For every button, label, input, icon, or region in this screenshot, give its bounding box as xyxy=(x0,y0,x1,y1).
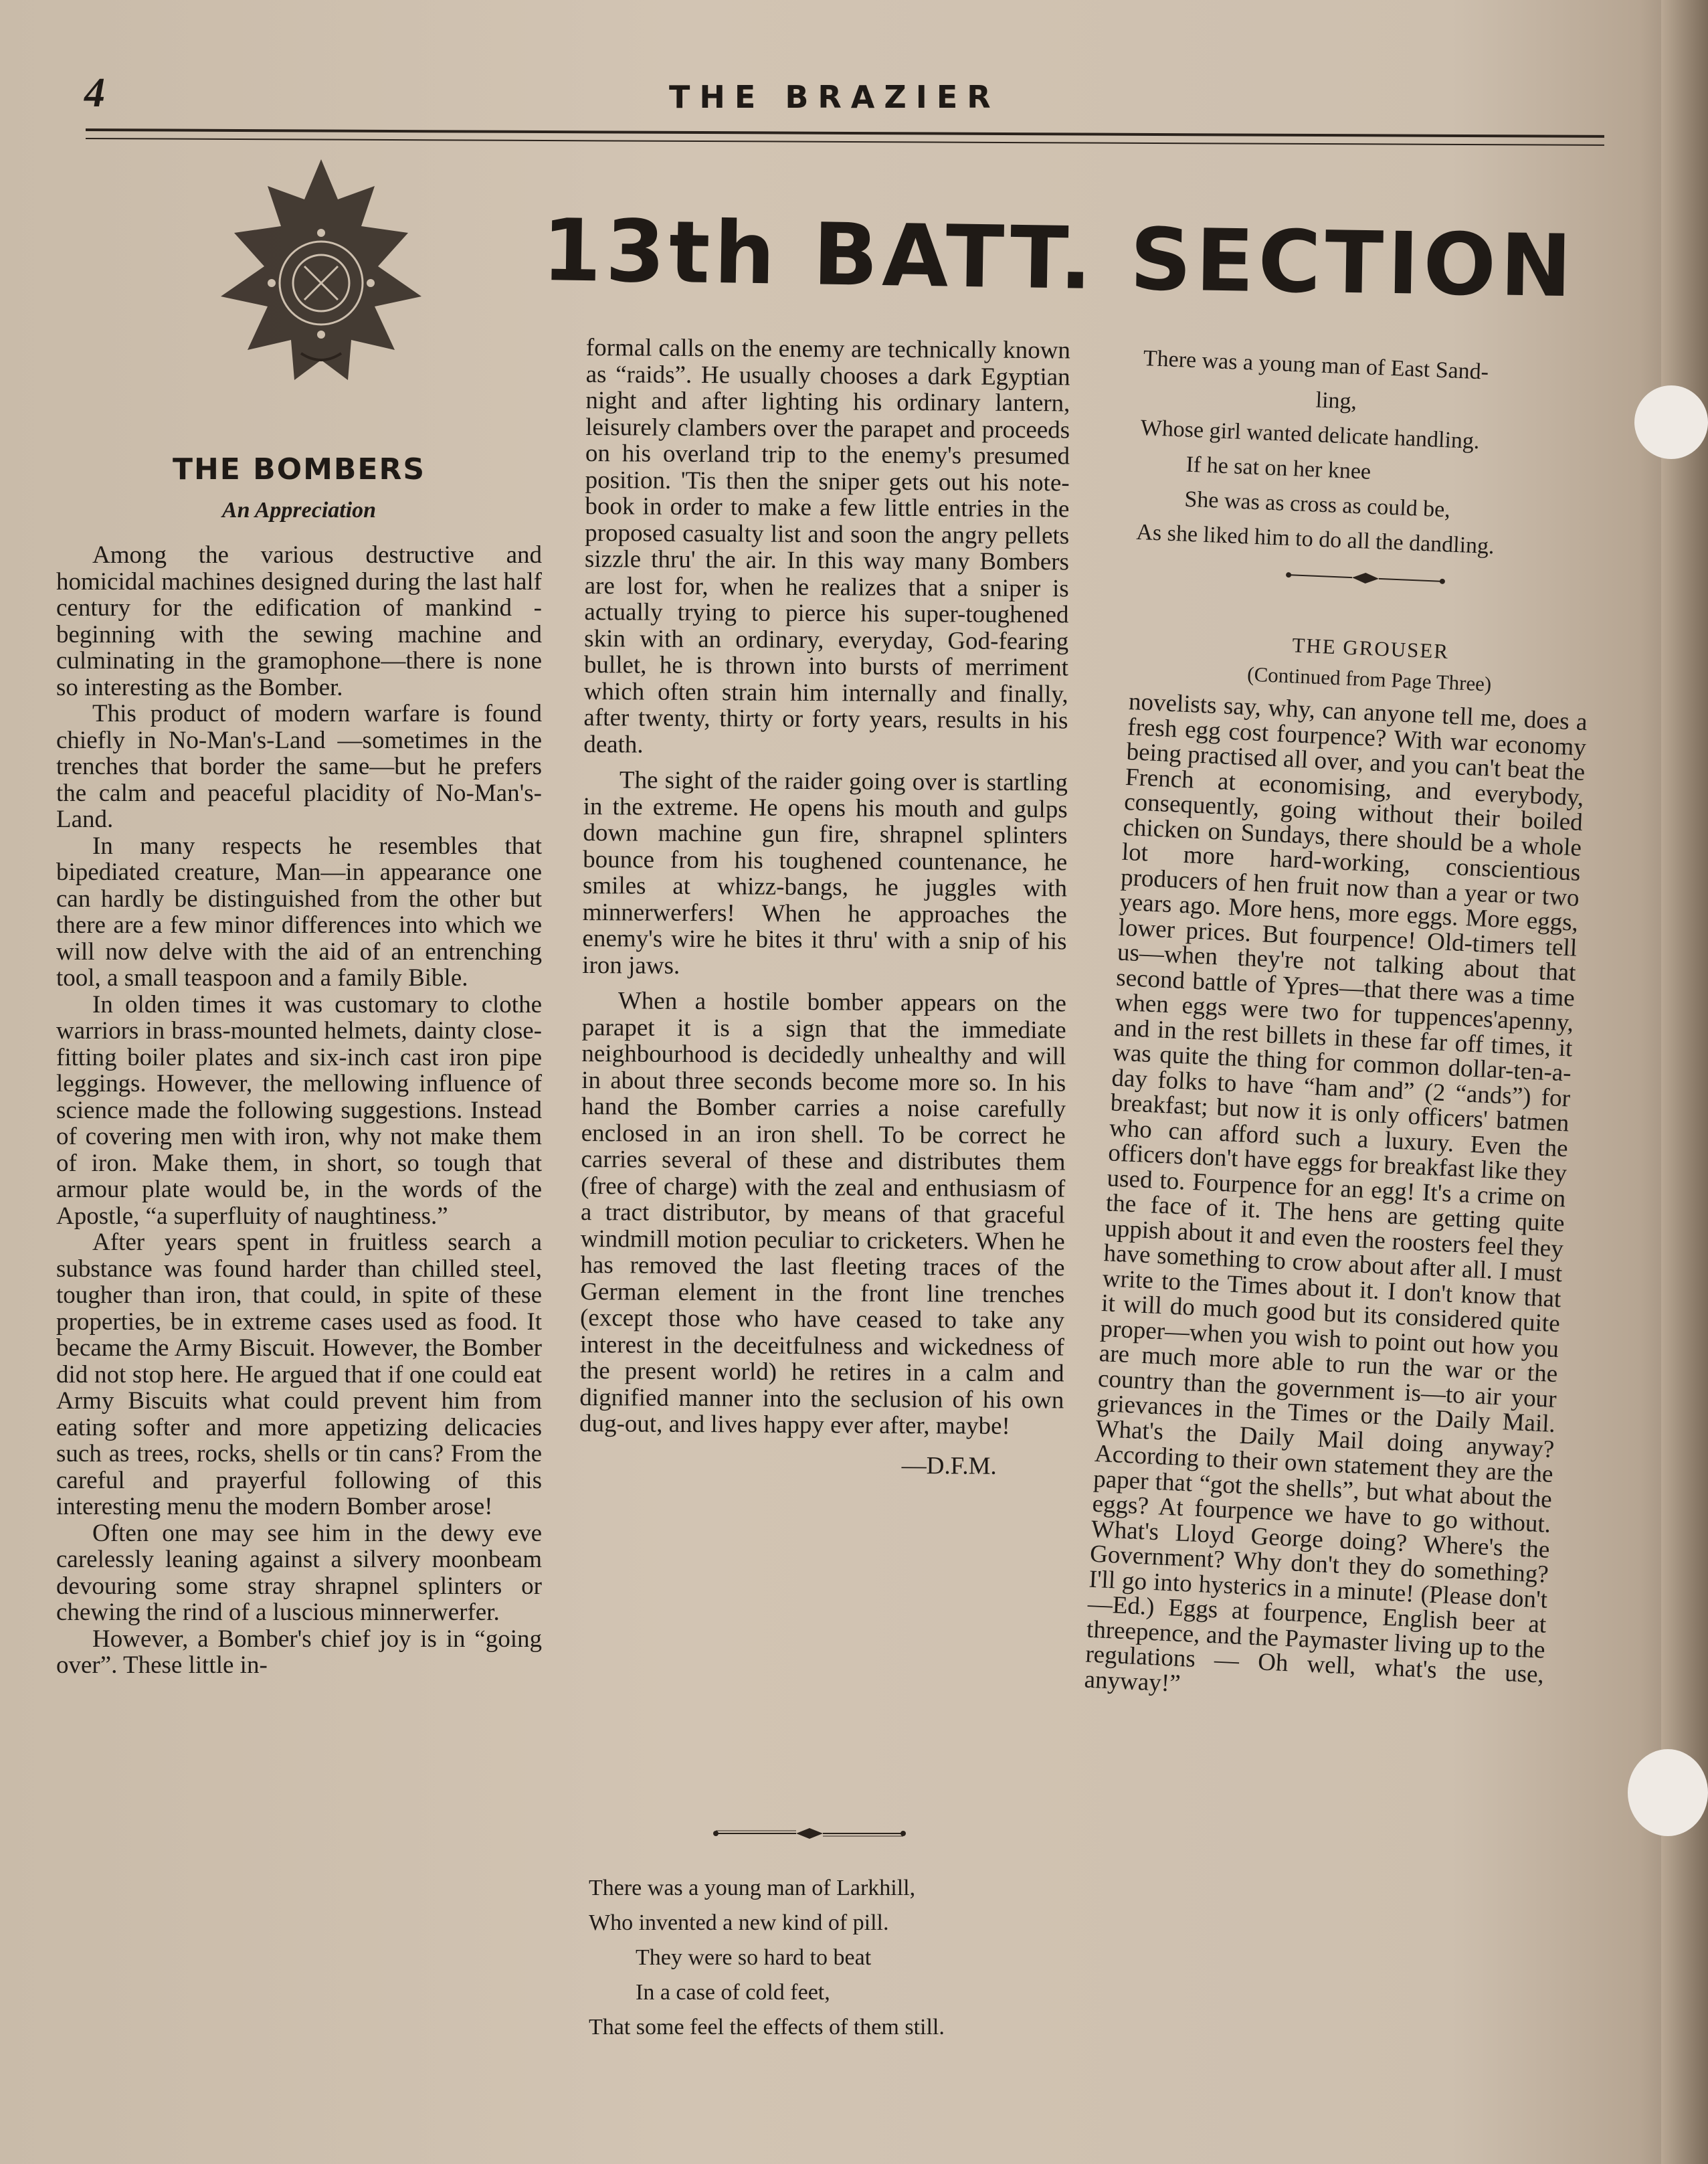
verse-line: In a case of cold feet, xyxy=(636,1980,830,2005)
paragraph: In many respects he resembles that bipediated creature, Man—in appearance one can hardly be distinguished from the other but there are a few minor differences into which we will now delve with the aid of an entrenching tool, a small teaspoon and a family Bible. xyxy=(56,832,542,992)
article-heading: THE BOMBERS xyxy=(172,452,426,486)
paragraph: The sight of the raider going over is startling in the extreme. He opens his mouth and gulps down machine gun fire, shrapnel splinters bounce from his toughened countenance, he smiles at whizz-bangs, he juggles with minnerwerfers! When he approaches the enemy's wire he bites it thru' with a snip of his iron jaws. xyxy=(582,766,1068,980)
header-rule xyxy=(86,138,1604,146)
article-column-2 xyxy=(579,335,1070,1479)
article-subheading: An Appreciation xyxy=(221,498,377,523)
section-title: 13th BATT. SECTION xyxy=(541,201,1577,317)
limerick-larkhill xyxy=(589,1871,945,2045)
verse-line: Whose girl wanted delicate handling. xyxy=(1140,415,1481,454)
verse-line: There was a young man of Larkhill, xyxy=(589,1876,916,1900)
header-rule xyxy=(86,128,1604,138)
paragraph: However, a Bomber's chief joy is in “going over”. These little in- xyxy=(56,1625,542,1679)
paragraph: In olden times it was customary to clothe warriors in brass-mounted helmets, dainty close-fitting boiler plates and six-inch cast iron pipe leggings. However, the mellowing influence of science made the following suggestions. Instead of covering men with iron, why not make them of iron. Make them, in short, so tough that armour plate would be, in the words of the Apostle, “a superfluity of naughtiness.” xyxy=(56,990,542,1230)
running-title: THE BRAZIER xyxy=(669,79,1000,115)
verse-line: That some feel the effects of them still. xyxy=(589,2015,945,2040)
regimental-badge-icon xyxy=(221,159,421,414)
paragraph: When a hostile bomber appears on the parapet it is a sign that the immediate neighbourhood is decidedly unhealthy and will in about three seconds become more so. In his hand the Bomber carries a noise carefully enclosed in an iron shell. To be correct he carries several of these and distributes them (free of charge) with the zeal and enthusiasm of a tract distributor, by means of that graceful windmill motion peculiar to cricketers. When he has removed the last fleeting traces of the German element in the front line trenches (except those who have ceased to take any interest in the deceitfulness and wickedness of the present world) he retires in a calm and dignified manner into the seclusion of his own dug-out, and lives happy ever after, maybe! xyxy=(579,987,1067,1440)
paragraph: This product of modern warfare is found chiefly in No-Man's-Land —sometimes in the trenches that border the same—but he prefers the calm and peaceful placidity of No-Man's-Land. xyxy=(56,700,542,833)
verse-line: As she liked him to do all the dandling. xyxy=(1135,519,1495,559)
verse-line: ling, xyxy=(1315,387,1357,414)
grouser-column xyxy=(1084,689,1588,1713)
page-spine xyxy=(1661,0,1708,2164)
article-heading: THE GROUSER xyxy=(1291,633,1450,664)
ornamental-divider-icon xyxy=(1282,567,1450,590)
article-column-1 xyxy=(56,542,542,1679)
author-signature: —D.F.M. xyxy=(901,1451,997,1480)
verse-line: Who invented a new kind of pill. xyxy=(589,1910,889,1935)
verse-line: They were so hard to beat xyxy=(636,1945,872,1970)
verse-line: If he sat on her knee xyxy=(1185,452,1371,484)
paragraph: Among the various destructive and homicidal machines designed during the last half century for the edification of mankind - beginning with the sewing machine and culminating in the gramophone—there is none so interesting as the Bomber. xyxy=(56,541,542,701)
limerick-east-sandling xyxy=(1135,341,1502,564)
torn-hole xyxy=(1628,1749,1708,1836)
ornamental-divider-icon xyxy=(709,1825,910,1841)
paragraph: novelists say, why, can anyone tell me, does a fresh egg cost fourpence? With war economy being practised all over, and you can't beat the French at economising, and everybody, consequently, going without their boiled chicken on Sundays, there should be a whole lot more hard-working, conscientious producers of hen fruit now than a year or two years ago. More hens, more eggs. More eggs, lower prices. But fourpence! Old-timers tell us—when they're not talking about that second battle of Ypres—that there was a time when eggs were two for tuppences'apenny, and in the rest billets in these far off times, it was quite the thing for common dollar-ten-a-day folks to have “ham and” (2 “ands”) for breakfast; but now it is only officers' batmen who can afford such a luxury. Even the officers don't have eggs for breakfast like they used to. Fourpence for an egg! It's a crime on the face of it. The hens are getting quite uppish about it and even the roosters feel they have something to crow about after all. I must write to the Times about it. I don't know that it will do much good but its considered quite proper—when you wish to point out how you are much more able to run the war or the country than the government is—to air your grievances in the Times or the Daily Mail. What's the Daily Mail doing anyway? According to their own statement they are the paper that “got the shells”, but what about the eggs? At fourpence we have to go without. What's Lloyd George doing? Where's the Government? Why don't they do something? I'll go into hysterics in a minute! (Please don't—Ed.) Eggs at fourpence, English beer at threepence, and the Paymaster living up to the regulations — Oh well, what's the use, anyway!” xyxy=(1083,688,1588,1698)
torn-hole xyxy=(1634,385,1708,459)
paragraph: After years spent in fruitless search a substance was found harder than chilled steel, tougher than iron, that could, in spite of these properties, be in extreme cases used as food. It became the Army Biscuit. However, the Bomber did not stop here. He argued that if one could eat Army Biscuits what could prevent him from eating softer and more appetizing delicacies such as trees, rocks, shells or tin cans? From the careful and prayerful following of this interesting menu the modern Bomber arose! xyxy=(56,1229,542,1520)
verse-line: She was as cross as could be, xyxy=(1183,486,1451,523)
page-number: 4 xyxy=(84,70,105,116)
paragraph: Often one may see him in the dewy eve carelessly leaning against a silvery moonbeam devouring some stray shrapnel splinters or chewing the rind of a luscious minnerwerfer. xyxy=(56,1519,542,1626)
continued-note: (Continued from Page Three) xyxy=(1246,662,1493,696)
verse-line: There was a young man of East Sand- xyxy=(1143,345,1489,385)
paragraph: formal calls on the enemy are technically known as “raids”. He usually chooses a dark Egyptian night and after lighting his ordinary lantern, leisurely clambers over the parapet and proceeds on his overland trip to the enemy's presumed position. 'Tis then the sniper gets out his note-book in order to make a few little entries in the proposed casualty list and soon the angry pellets sizzle thru' the air. In this way many Bombers are lost for, when he realizes that a sniper is actually trying to pierce his super-toughened skin with an ordinary, everyday, God-fearing bullet, he is thrown into bursts of merriment which often strain him internally and finally, after twenty, thirty or forty years, results in his death. xyxy=(583,334,1070,759)
